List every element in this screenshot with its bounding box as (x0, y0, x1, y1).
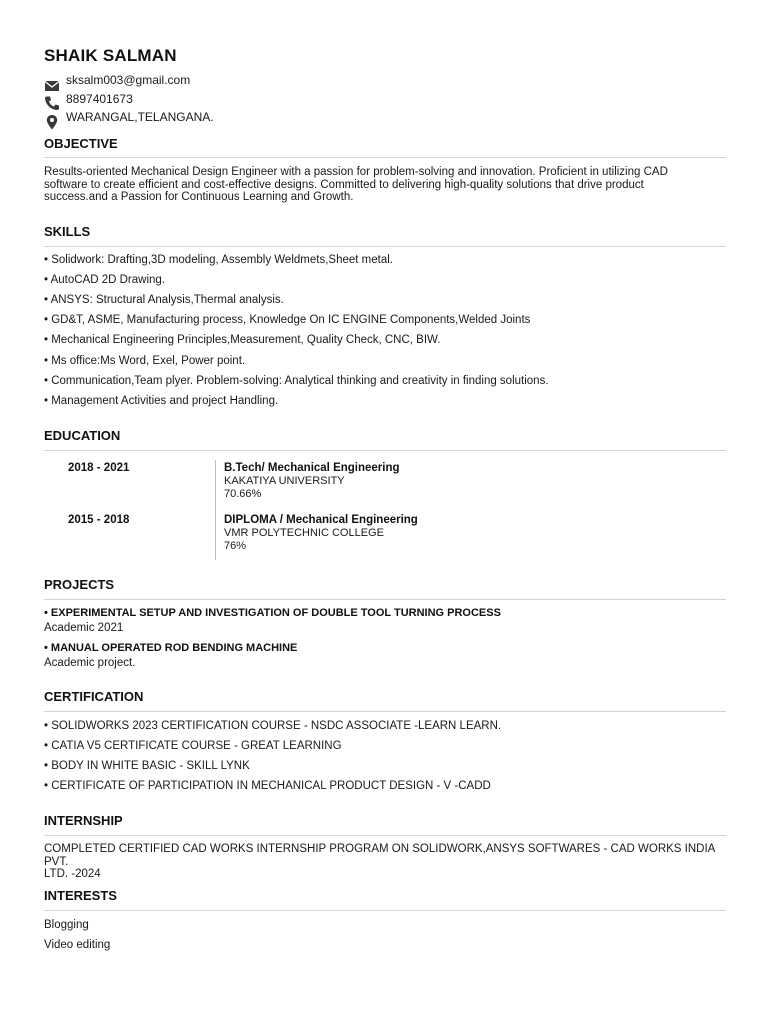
skill-item: • Solidwork: Drafting,3D modeling, Assembly Weldmets,Sheet metal. (44, 254, 393, 266)
location-icon (44, 114, 60, 130)
candidate-name: SHAIK SALMAN (44, 46, 177, 65)
interest-item: Video editing (44, 939, 111, 951)
certification-item: • BODY IN WHITE BASIC - SKILL LYNK (44, 760, 250, 772)
skills-title: SKILLS (44, 224, 91, 239)
objective-line-2: software to create efficient and cost-effective designs. Committed to delivering high-quality solutions that drive product (44, 178, 644, 191)
location-text: WARANGAL,TELANGANA. (66, 110, 214, 124)
objective-text (44, 166, 726, 204)
internship-line-1: COMPLETED CERTIFIED CAD WORKS INTERNSHIP PROGRAM ON SOLIDWORK,ANSYS SOFTWARES - CAD WORKS INDIA PVT. (44, 843, 715, 868)
certification-divider (44, 711, 726, 712)
education-score: 76% (224, 540, 247, 552)
education-years: 2018 - 2021 (68, 462, 130, 474)
internship-text (44, 843, 726, 881)
email-text: sksalm003@gmail.com (66, 73, 191, 87)
project-detail: Academic 2021 (44, 622, 124, 634)
skill-item: • Communication,Team plyer. Problem-solving: Analytical thinking and creativity in finding solutions. (44, 375, 549, 387)
education-institution: KAKATIYA UNIVERSITY (224, 475, 345, 487)
objective-title: OBJECTIVE (44, 136, 118, 151)
certification-item: • CERTIFICATE OF PARTICIPATION IN MECHANICAL PRODUCT DESIGN - V -CADD (44, 780, 491, 792)
education-institution: VMR POLYTECHNIC COLLEGE (224, 527, 384, 539)
certification-item: • SOLIDWORKS 2023 CERTIFICATION COURSE - NSDC ASSOCIATE -LEARN LEARN. (44, 720, 502, 732)
certification-title: CERTIFICATION (44, 689, 144, 704)
email-icon (44, 78, 60, 94)
certification-item: • CATIA V5 CERTIFICATE COURSE - GREAT LEARNING (44, 740, 342, 752)
skill-item: • GD&T, ASME, Manufacturing process, Knowledge On IC ENGINE Components,Welded Joints (44, 314, 531, 326)
skill-item: • Management Activities and project Handling. (44, 395, 279, 407)
internship-divider (44, 835, 726, 836)
interest-item: Blogging (44, 919, 89, 931)
phone-icon (44, 95, 60, 111)
objective-line-1: Results-oriented Mechanical Design Engineer with a passion for problem-solving and innovation. Proficient in utilizing CAD (44, 166, 668, 178)
education-timeline-line (215, 460, 216, 560)
interests-divider (44, 910, 726, 911)
skill-item: • Mechanical Engineering Principles,Measurement, Quality Check, CNC, BIW. (44, 334, 441, 346)
project-name: • EXPERIMENTAL SETUP AND INVESTIGATION OF DOUBLE TOOL TURNING PROCESS (44, 607, 501, 619)
education-degree: B.Tech/ Mechanical Engineering (224, 462, 400, 474)
skill-item: • AutoCAD 2D Drawing. (44, 274, 165, 286)
education-degree: DIPLOMA / Mechanical Engineering (224, 514, 418, 526)
education-divider (44, 450, 726, 451)
project-detail: Academic project. (44, 657, 136, 669)
skills-divider (44, 246, 726, 247)
projects-divider (44, 599, 726, 600)
projects-title: PROJECTS (44, 577, 115, 592)
internship-line-2: LTD. -2024 (44, 868, 101, 880)
education-score: 70.66% (224, 488, 262, 500)
interests-title: INTERESTS (44, 888, 117, 903)
skill-item: • ANSYS: Structural Analysis,Thermal analysis. (44, 294, 284, 306)
internship-title: INTERNSHIP (44, 813, 123, 828)
skill-item: • Ms office:Ms Word, Exel, Power point. (44, 355, 246, 367)
objective-line-3: success.and a Passion for Continuous Learning and Growth. (44, 191, 354, 203)
objective-divider (44, 157, 726, 158)
education-years: 2015 - 2018 (68, 514, 130, 526)
education-title: EDUCATION (44, 428, 121, 443)
phone-text: 8897401673 (66, 92, 133, 106)
project-name: • MANUAL OPERATED ROD BENDING MACHINE (44, 642, 298, 654)
